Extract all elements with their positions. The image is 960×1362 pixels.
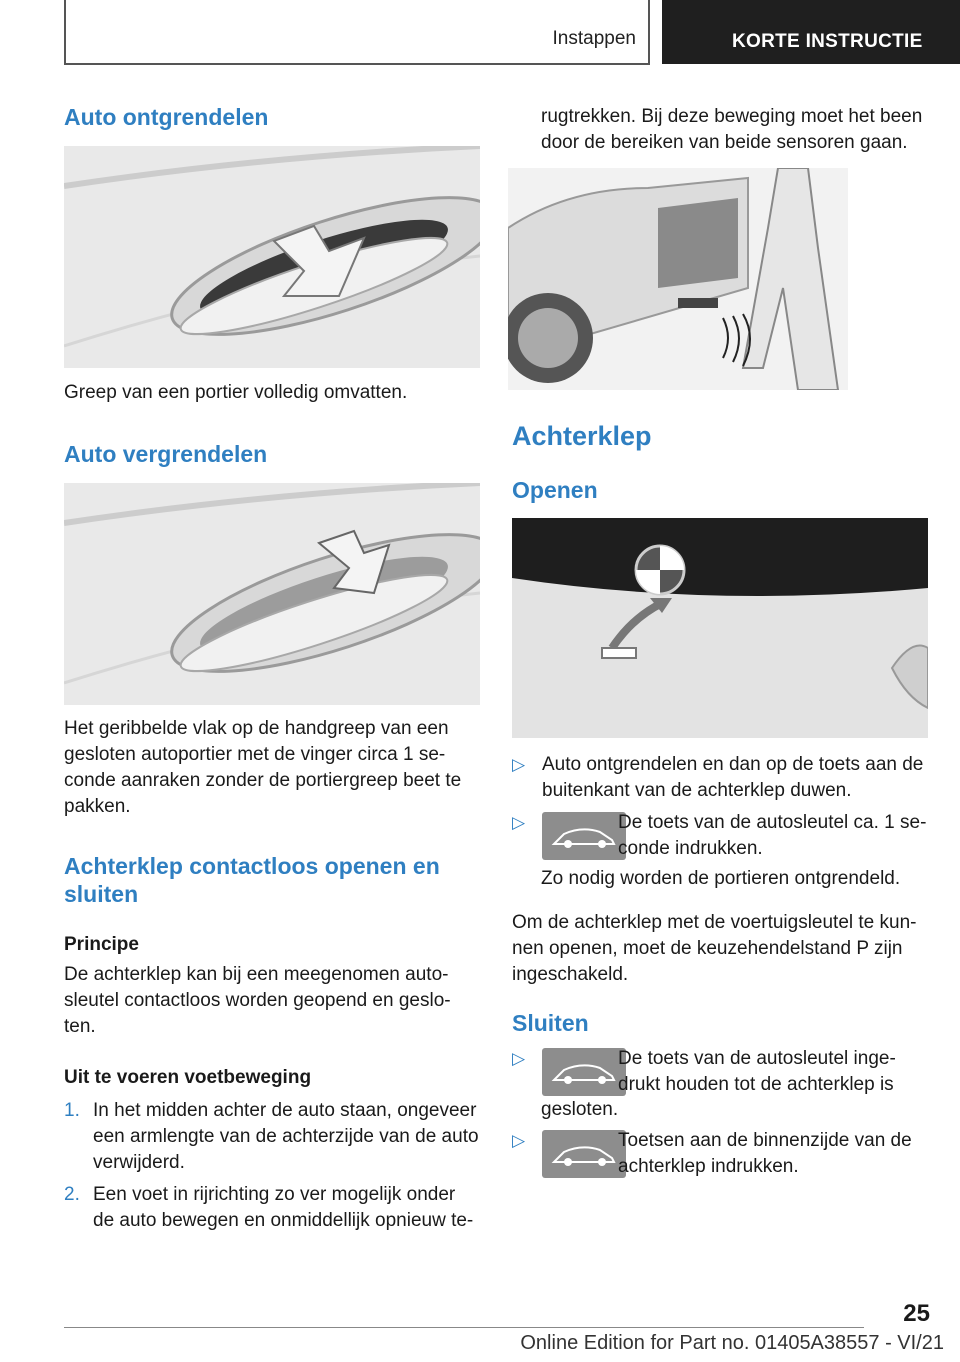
list-item (512, 1128, 928, 1184)
header-section: Instappen (552, 28, 636, 49)
header-chapter: KORTE INSTRUCTIE (662, 0, 960, 64)
list-item (512, 1046, 928, 1102)
step-text: In het midden achter de auto staan, ongeveer een armlengte van de achterzijde van de auto verwijderd. (93, 1100, 479, 1173)
text-lock: Het geribbelde vlak op de handgreep van een gesloten autoportier met de vinger circa 1 se-conde aanraken zonder de portiergreep beet te pakken. (64, 718, 462, 817)
header-rule-bottom (64, 63, 650, 65)
step-number: 2. (64, 1184, 80, 1205)
figure-tailgate-button (512, 518, 928, 738)
footer-rule (64, 1327, 864, 1328)
car-key-tailgate-icon (542, 1130, 626, 1178)
header-rule-left (64, 0, 66, 64)
car-key-tailgate-icon (542, 812, 626, 860)
list-item (512, 810, 928, 866)
note-unlock-doors: Zo nodig worden de portieren ontgrendeld. (541, 868, 901, 889)
heading-contactless: Achterklep contactloos openen en sluiten (64, 853, 440, 907)
list-item (512, 752, 928, 806)
list-item (64, 1098, 480, 1173)
heading-sluiten: Sluiten (512, 1010, 589, 1036)
heading-auto-ontgrendelen: Auto ontgrendelen (64, 104, 269, 130)
heading-openen: Openen (512, 477, 598, 503)
car-key-tailgate-icon (542, 1048, 626, 1096)
step-text: Een voet in rijrichting zo ver mogelijk onder de auto bewegen en onmiddellijk opnieuw te- (93, 1184, 474, 1231)
heading-auto-vergrendelen: Auto vergrendelen (64, 441, 268, 467)
item-text: Auto ontgrendelen en dan op de toets aan de buitenkant van de achterklep duwen. (542, 754, 924, 801)
step-number: 1. (64, 1100, 80, 1121)
heading-achterklep: Achterklep (512, 421, 652, 451)
triangle-bullet-icon: ▷ (512, 813, 526, 832)
triangle-bullet-icon: ▷ (512, 755, 526, 774)
item-text: De toets van de autosleutel inge-drukt houden tot de achterklep is (618, 1048, 896, 1095)
subheading-foot-movement: Uit te voeren voetbeweging (64, 1067, 312, 1088)
list-item (64, 1182, 480, 1242)
page-number: 25 (903, 1300, 930, 1327)
text-selector-p: Om de achterklep met de voertuigsleutel te kun-nen openen, moet de keuzehendelstand P zijn ingeschakeld. (512, 912, 917, 985)
triangle-bullet-icon: ▷ (512, 1049, 526, 1068)
item-text-continuation: gesloten. (541, 1099, 619, 1120)
item-text: De toets van de autosleutel ca. 1 se-conde indrukken. (618, 812, 927, 859)
figure-door-handle-unlock (64, 146, 480, 368)
header-rule-divider (648, 0, 650, 64)
text-continuation: rugtrekken. Bij deze beweging moet het been door de bereiken van beide sensoren gaan. (541, 106, 923, 153)
caption-unlock: Greep van een portier volledig omvatten. (64, 382, 408, 403)
item-text: Toetsen aan de binnenzijde van de achterklep indrukken. (618, 1130, 912, 1177)
subheading-principle: Principe (64, 934, 139, 955)
triangle-bullet-icon: ▷ (512, 1131, 526, 1150)
figure-door-handle-lock (64, 483, 480, 705)
footer-edition: Online Edition for Part no. 01405A38557 - VI/21 (520, 1332, 944, 1354)
figure-foot-sensor (508, 168, 848, 390)
text-principle: De achterklep kan bij een meegenomen auto-sleutel contactloos worden geopend en geslo-ten. (64, 964, 451, 1037)
